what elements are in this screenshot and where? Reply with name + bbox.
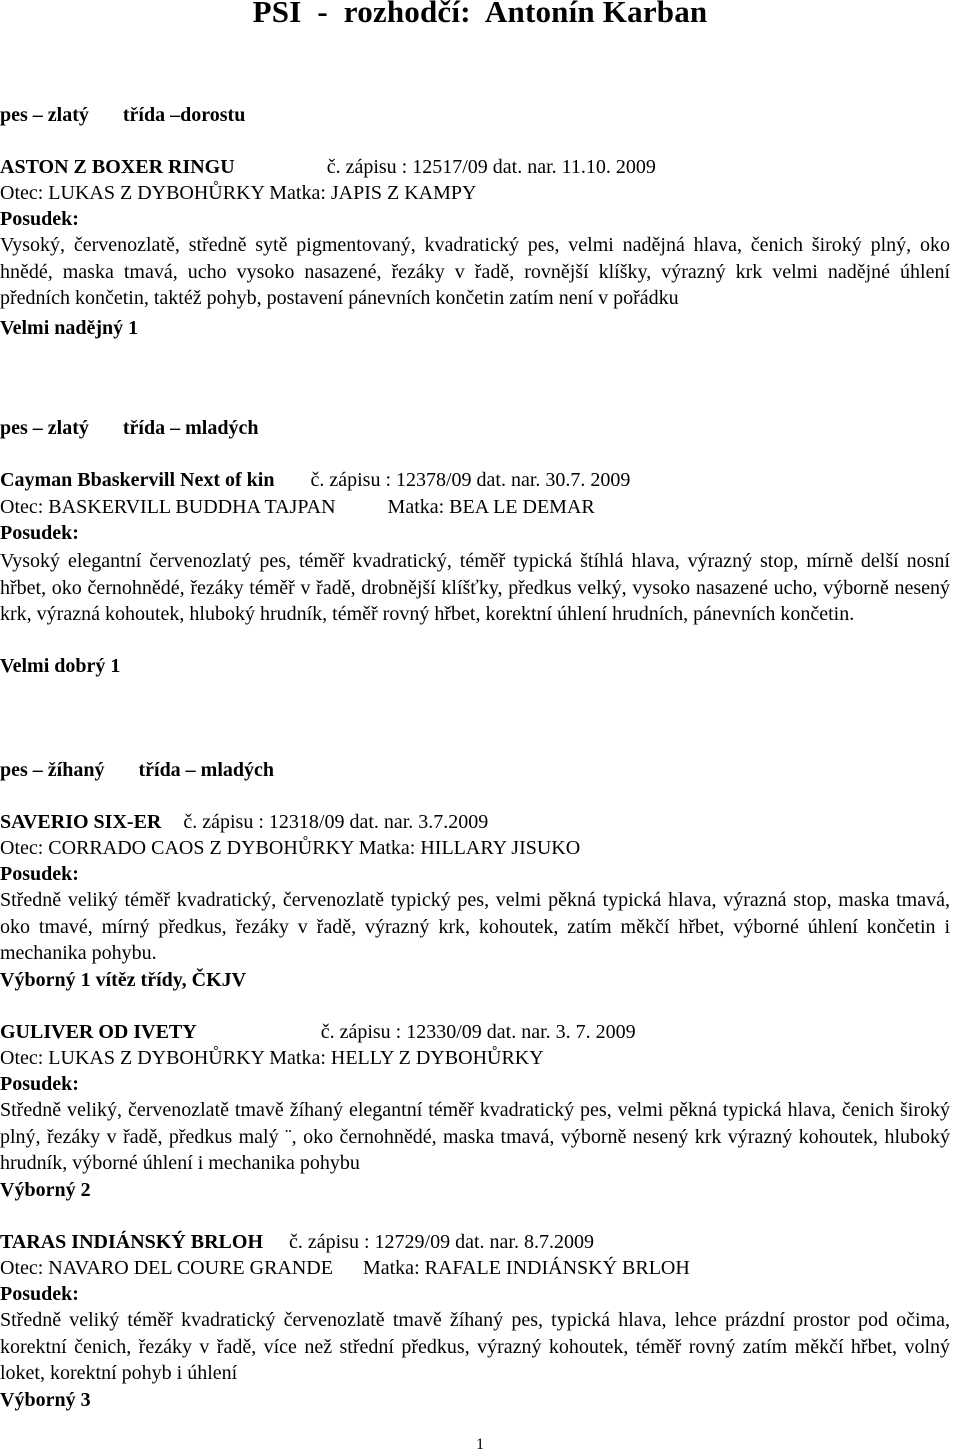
- dog-registration: č. zápisu : 12318/09 dat. nar. 3.7.2009: [183, 811, 489, 833]
- review-label: Posudek:: [0, 863, 79, 885]
- dog-mother: Matka: BEA LE DEMAR: [387, 496, 595, 518]
- section-color: pes – žíhaný: [0, 759, 105, 781]
- dog-parents: Otec: LUKAS Z DYBOHŮRKY Matka: HELLY Z DYBOHŮRKY: [0, 1047, 544, 1069]
- dog-parents: [0, 495, 595, 519]
- dog-result: Výborný 3: [0, 1389, 91, 1411]
- dog-mother: Matka: RAFALE INDIÁNSKÝ BRLOH: [362, 1257, 690, 1279]
- dog-header: [0, 155, 656, 179]
- dog-father: Otec: BASKERVILL BUDDHA TAJPAN: [0, 496, 336, 518]
- dog-header: [0, 1020, 636, 1044]
- dog-name: Cayman Bbaskervill Next of kin: [0, 469, 275, 491]
- section-class: třída – mladých: [122, 417, 259, 439]
- section-heading: [0, 103, 245, 127]
- section-class: třída –dorostu: [122, 104, 246, 126]
- review-label: Posudek:: [0, 522, 79, 544]
- review-label: Posudek:: [0, 1073, 79, 1095]
- dog-header: [0, 810, 488, 834]
- dog-name: GULIVER OD IVETY: [0, 1021, 197, 1043]
- dog-registration: č. zápisu : 12330/09 dat. nar. 3. 7. 2009: [320, 1021, 636, 1043]
- review-label: Posudek:: [0, 208, 79, 230]
- dog-result: Výborný 1 vítěz třídy, ČKJV: [0, 969, 247, 991]
- dog-result: Výborný 2: [0, 1179, 91, 1201]
- review-text: Středně veliký téměř kvadratický, červenozlatě typický pes, velmi pěkná typická hlava, výrazná stop, maska tmavá, oko tmavé, mírný předkus, řezáky v řadě, výrazný krk, kohoutek, zatím měkčí hřbet, výborné úhlení končetin i mechanika pohybu.: [0, 889, 950, 964]
- section-class: třída – mladých: [138, 759, 275, 781]
- dog-name: SAVERIO SIX-ER: [0, 811, 162, 833]
- dog-parents: Otec: LUKAS Z DYBOHŮRKY Matka: JAPIS Z KAMPY: [0, 182, 477, 204]
- dog-father: Otec: NAVARO DEL COURE GRANDE: [0, 1257, 333, 1279]
- review-text: Středně veliký téměř kvadratický červenozlatě tmavě žíhaný pes, typická hlava, lehce prázdní prostor pod očima, korektní čenich, řezáky v řadě, více než střední předkus, výrazný kohoutek, téměř rovný zatím měkčí hřbet, volný loket, korektní pohyb i úhlení: [0, 1309, 950, 1384]
- review-text: Vysoký elegantní červenozlatý pes, téměř kvadratický, téměř typická štíhlá hlava, výrazný stop, mírně delší nosní hřbet, oko černohnědé, řezáky téměř v řadě, drobnější klíšťky, předkus velký, vysoko nasazené ucho, výborně nesený krk, výrazná kohoutek, hluboký hrudník, téměř rovný hřbet, korektní úhlení hrudních, pánevních končetin.: [0, 550, 950, 625]
- dog-parents: Otec: CORRADO CAOS Z DYBOHŮRKY Matka: HILLARY JISUKO: [0, 837, 581, 859]
- dog-registration: č. zápisu : 12729/09 dat. nar. 8.7.2009: [289, 1231, 594, 1253]
- dog-header: [0, 1230, 594, 1254]
- dog-registration: č. zápisu : 12378/09 dat. nar. 30.7. 2009: [310, 469, 631, 491]
- page-title: PSI - rozhodčí: Antonín Karban: [252, 0, 708, 29]
- dog-result: Velmi nadějný 1: [0, 317, 139, 339]
- dog-name: ASTON Z BOXER RINGU: [0, 156, 235, 178]
- section-color: pes – zlatý: [0, 104, 89, 126]
- section-color: pes – zlatý: [0, 417, 89, 439]
- dog-parents: [0, 1256, 690, 1280]
- dog-header: [0, 468, 630, 492]
- review-text: Vysoký, červenozlatě, středně sytě pigmentovaný, kvadratický pes, velmi nadějná hlava, čenich široký plný, oko hnědé, maska tmavá, ucho vysoko nasazené, řezáky v řadě, rovnější klíšky, výrazný krk velmi nadějné úhlení předních končetin, taktéž pohyb, postavení pánevních končetin zatím není v pořádku: [0, 234, 950, 309]
- dog-registration: č. zápisu : 12517/09 dat. nar. 11.10. 2009: [326, 156, 656, 178]
- section-heading: [0, 758, 274, 782]
- dog-name: TARAS INDIÁNSKÝ BRLOH: [0, 1231, 264, 1253]
- section-heading: [0, 416, 258, 440]
- page-number: 1: [476, 1436, 484, 1453]
- review-text: Středně veliký, červenozlatě tmavě žíhaný elegantní téměř kvadratický pes, velmi pěkná typická hlava, čenich široký plný, řezáky v řadě, předkus malý ¨, oko černohnědé, maska tmavá, výborně nesený krk výrazný kohoutek, hluboký hrudník, výborné úhlení i mechanika pohybu: [0, 1099, 950, 1174]
- review-label: Posudek:: [0, 1283, 79, 1305]
- dog-result: Velmi dobrý 1: [0, 655, 121, 677]
